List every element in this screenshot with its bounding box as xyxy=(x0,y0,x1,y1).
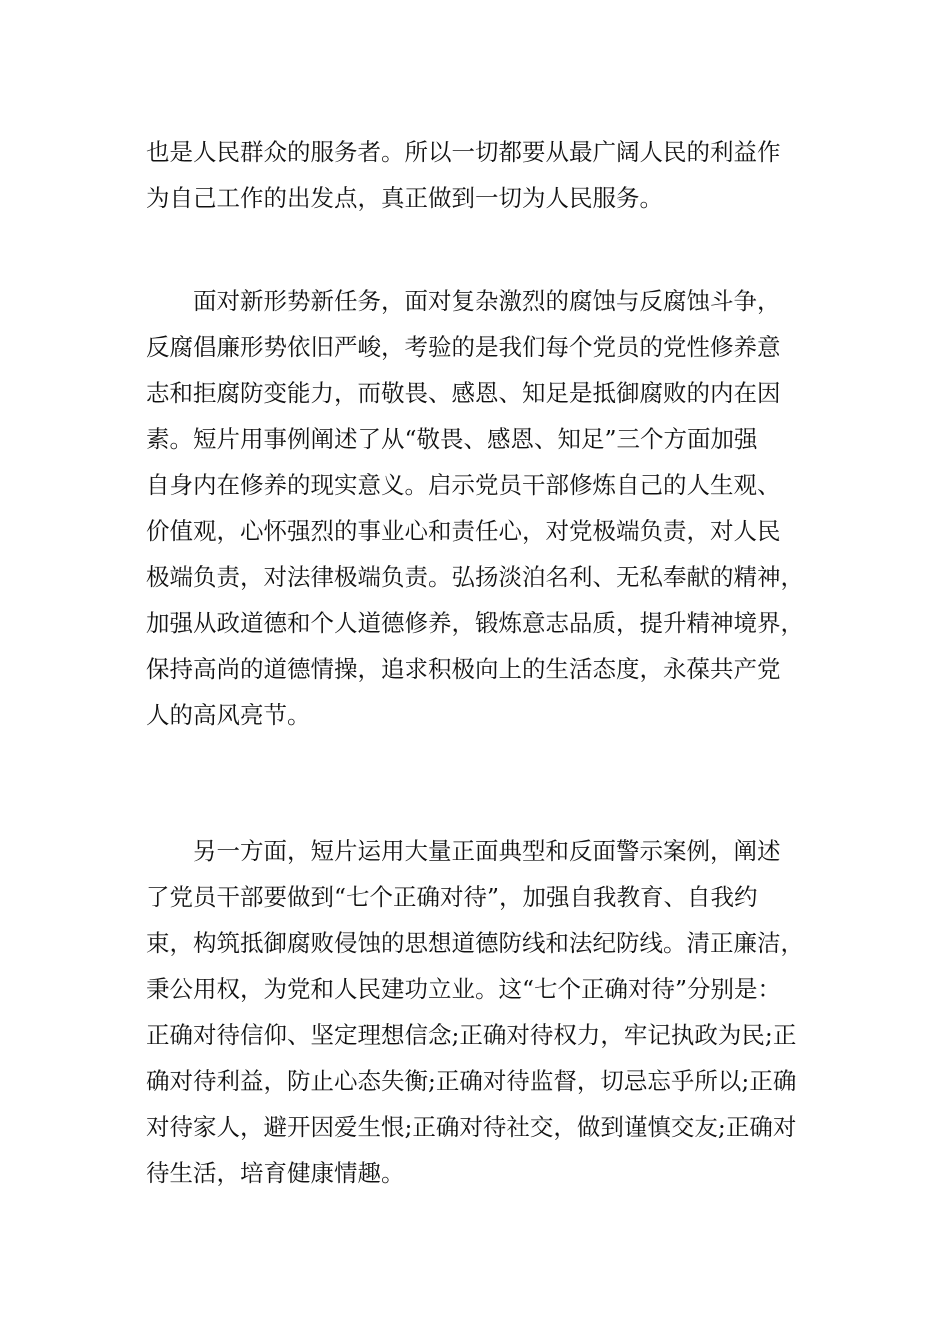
text-line: 了党员干部要做到“七个正确对待”，加强自我教育、自我约 xyxy=(146,883,758,911)
text-line: 另一方面，短片运用大量正面典型和反面警示案例，阐述 xyxy=(193,837,781,865)
text-line: 面对新形势新任务，面对复杂激烈的腐蚀与反腐蚀斗争， xyxy=(193,287,781,315)
text-line: 反腐倡廉形势依旧严峻，考验的是我们每个党员的党性修养意 xyxy=(146,333,781,361)
paragraph-service xyxy=(146,129,826,221)
text-line: 秉公用权，为党和人民建功立业。这“七个正确对待”分别是： xyxy=(146,975,782,1003)
text-line: 待生活，培育健康情趣。 xyxy=(146,1159,405,1187)
text-line: 确对待利益，防止心态失衡;正确对待监督，切忌忘乎所以;正确 xyxy=(146,1067,797,1095)
paragraph-new-situation xyxy=(146,278,826,738)
text-line: 志和拒腐防变能力，而敬畏、感恩、知足是抵御腐败的内在因 xyxy=(146,379,781,407)
text-line: 对待家人，避开因爱生恨;正确对待社交，做到谨慎交友;正确对 xyxy=(146,1113,797,1141)
text-line: 素。短片用事例阐述了从“敬畏、感恩、知足”三个方面加强 xyxy=(146,425,758,453)
text-line: 为自己工作的出发点，真正做到一切为人民服务。 xyxy=(146,184,663,212)
text-line: 价值观，心怀强烈的事业心和责任心，对党极端负责，对人民 xyxy=(146,517,781,545)
text-line: 极端负责，对法律极端负责。弘扬淡泊名利、无私奉献的精神， xyxy=(146,563,804,591)
text-line: 加强从政道德和个人道德修养，锻炼意志品质，提升精神境界， xyxy=(146,609,804,637)
text-line: 也是人民群众的服务者。所以一切都要从最广阔人民的利益作 xyxy=(146,138,781,166)
text-line: 束，构筑抵御腐败侵蚀的思想道德防线和法纪防线。清正廉洁， xyxy=(146,929,804,957)
text-line: 自身内在修养的现实意义。启示党员干部修炼自己的人生观、 xyxy=(146,471,781,499)
paragraph-seven-correct xyxy=(146,828,826,1196)
text-line: 人的高风亮节。 xyxy=(146,701,311,729)
text-line: 保持高尚的道德情操，追求积极向上的生活态度，永葆共产党 xyxy=(146,655,781,683)
text-line: 正确对待信仰、坚定理想信念;正确对待权力，牢记执政为民;正 xyxy=(146,1021,797,1049)
